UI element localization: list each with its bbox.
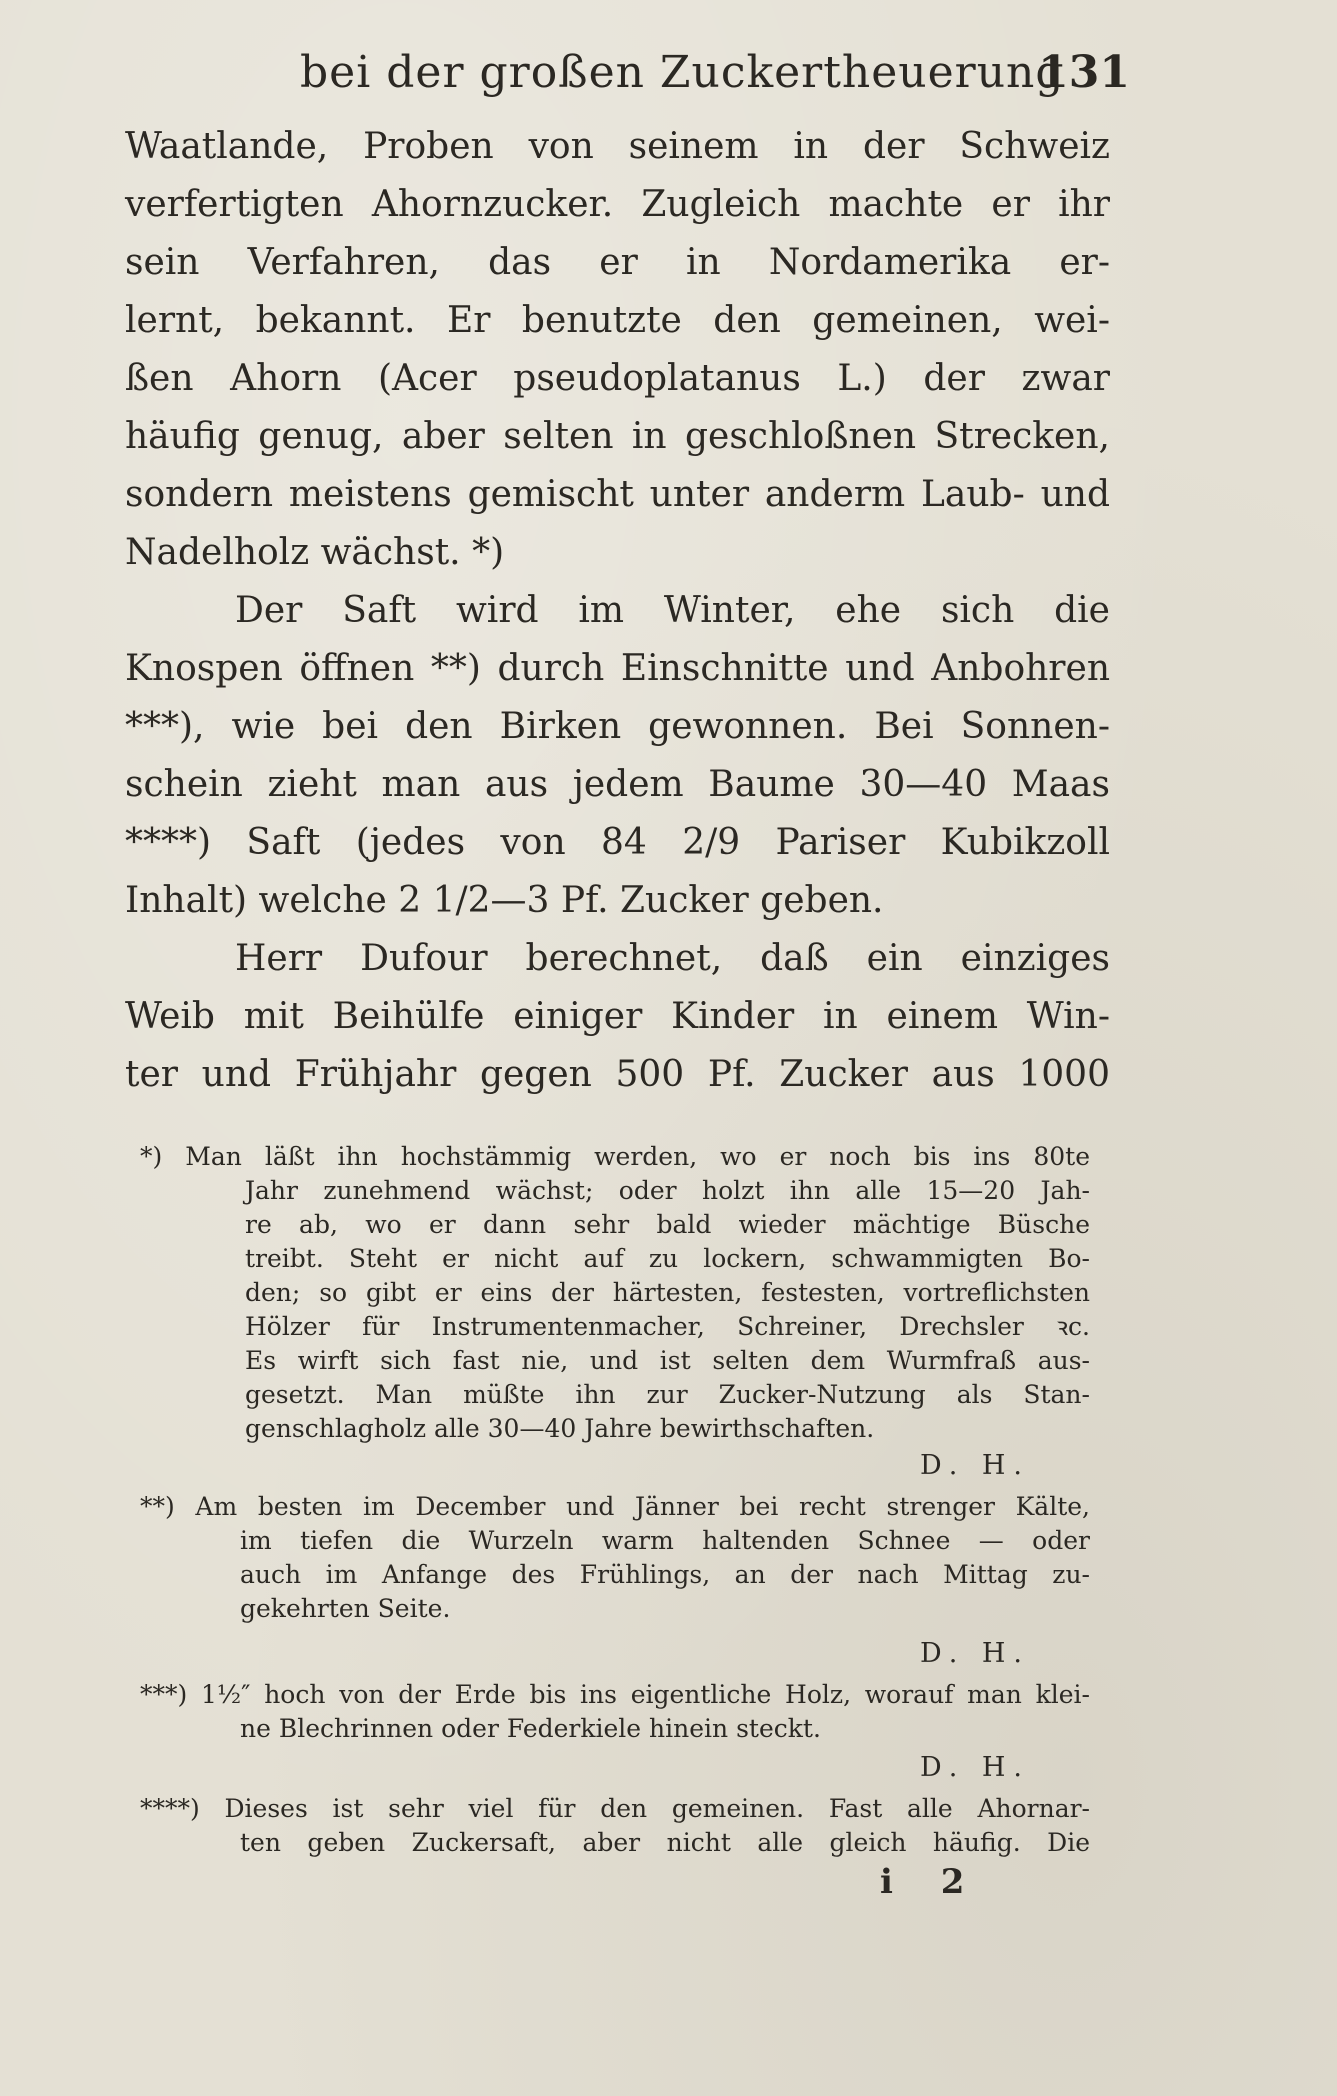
text-line: ****) Saft (jedes von 84 2/9 Pariser Kubikzoll: [125, 822, 1110, 863]
main-text: [125, 118, 1110, 1104]
footnote-1: [140, 1140, 1090, 1484]
text-line: Inhalt) welche 2 1/2—3 Pf. Zucker geben.: [125, 880, 884, 921]
text-line: sondern meistens gemischt unter anderm Laub- und: [125, 474, 1110, 515]
footnote-signature: D. H.: [920, 1450, 1030, 1481]
footnote-line: genschlagholz alle 30—40 Jahre bewirthschaften.: [245, 1414, 875, 1443]
footnote-line: im tiefen die Wurzeln warm haltenden Schnee — oder: [240, 1526, 1090, 1555]
footnote-2: [140, 1490, 1090, 1672]
text-line: schein zieht man aus jedem Baume 30—40 Maas: [125, 764, 1110, 805]
signature-mark: i 2: [880, 1862, 983, 1902]
footnote-line: gekehrten Seite.: [240, 1594, 451, 1623]
text-line: ter und Frühjahr gegen 500 Pf. Zucker aus 1000: [125, 1054, 1110, 1095]
footnote-line: **) Am besten im December und Jänner bei recht strenger Kälte,: [140, 1492, 1090, 1521]
text-line: Weib mit Beihülfe einiger Kinder in einem Win-: [125, 996, 1110, 1037]
footnote-line: ten geben Zuckersaft, aber nicht alle gleich häufig. Die: [240, 1828, 1090, 1857]
text-line: Nadelholz wächst. *): [125, 532, 505, 573]
text-line: ßen Ahorn (Acer pseudoplatanus L.) der zwar: [125, 358, 1110, 399]
text-line: häufig genug, aber selten in geschloßnen Strecken,: [125, 416, 1110, 457]
footnote-line: treibt. Steht er nicht auf zu lockern, schwammigten Bo-: [245, 1244, 1090, 1273]
footnote-line: ***) 1½″ hoch von der Erde bis ins eigentliche Holz, worauf man klei-: [140, 1680, 1090, 1709]
text-line: Knospen öffnen **) durch Einschnitte und Anbohren: [125, 648, 1110, 689]
footnote-line: Hölzer für Instrumentenmacher, Schreiner, Drechsler ꝛc.: [245, 1312, 1090, 1341]
footnote-line: re ab, wo er dann sehr bald wieder mächtige Büsche: [245, 1210, 1090, 1239]
running-head: bei der großen Zuckertheuerung: [300, 47, 1065, 98]
paragraph-start: Herr Dufour berechnet, daß ein einziges: [235, 938, 1110, 979]
footnote-line: Jahr zunehmend wächst; oder holzt ihn alle 15—20 Jah-: [245, 1176, 1090, 1205]
page-header: [300, 38, 1130, 108]
text-line: verfertigten Ahornzucker. Zugleich machte er ihr: [125, 184, 1110, 225]
text-line: ***), wie bei den Birken gewonnen. Bei Sonnen-: [125, 706, 1110, 747]
footnote-line: den; so gibt er eins der härtesten, festesten, vortreflichsten: [245, 1278, 1090, 1307]
footnotes: [140, 1140, 1090, 1866]
page-number: 131: [1038, 47, 1130, 98]
footnote-line: *) Man läßt ihn hochstämmig werden, wo er noch bis ins 80te: [140, 1142, 1090, 1171]
footnote-signature: D. H.: [920, 1638, 1030, 1669]
footnote-line: auch im Anfange des Frühlings, an der nach Mittag zu-: [240, 1560, 1090, 1589]
footnote-line: gesetzt. Man müßte ihn zur Zucker-Nutzung als Stan-: [245, 1380, 1090, 1409]
footnote-3: [140, 1678, 1090, 1786]
text-line: lernt, bekannt. Er benutzte den gemeinen, wei-: [125, 300, 1110, 341]
footnote-signature: D. H.: [920, 1752, 1030, 1783]
text-line: Waatlande, Proben von seinem in der Schweiz: [125, 126, 1110, 167]
footnote-4: [140, 1792, 1090, 1860]
footnote-line: Es wirft sich fast nie, und ist selten dem Wurmfraß aus-: [245, 1346, 1090, 1375]
paragraph-start: Der Saft wird im Winter, ehe sich die: [235, 590, 1110, 631]
footnote-line: ne Blechrinnen oder Federkiele hinein steckt.: [240, 1714, 821, 1743]
text-line: sein Verfahren, das er in Nordamerika er-: [125, 242, 1110, 283]
footnote-line: ****) Dieses ist sehr viel für den gemeinen. Fast alle Ahornar-: [140, 1794, 1090, 1823]
